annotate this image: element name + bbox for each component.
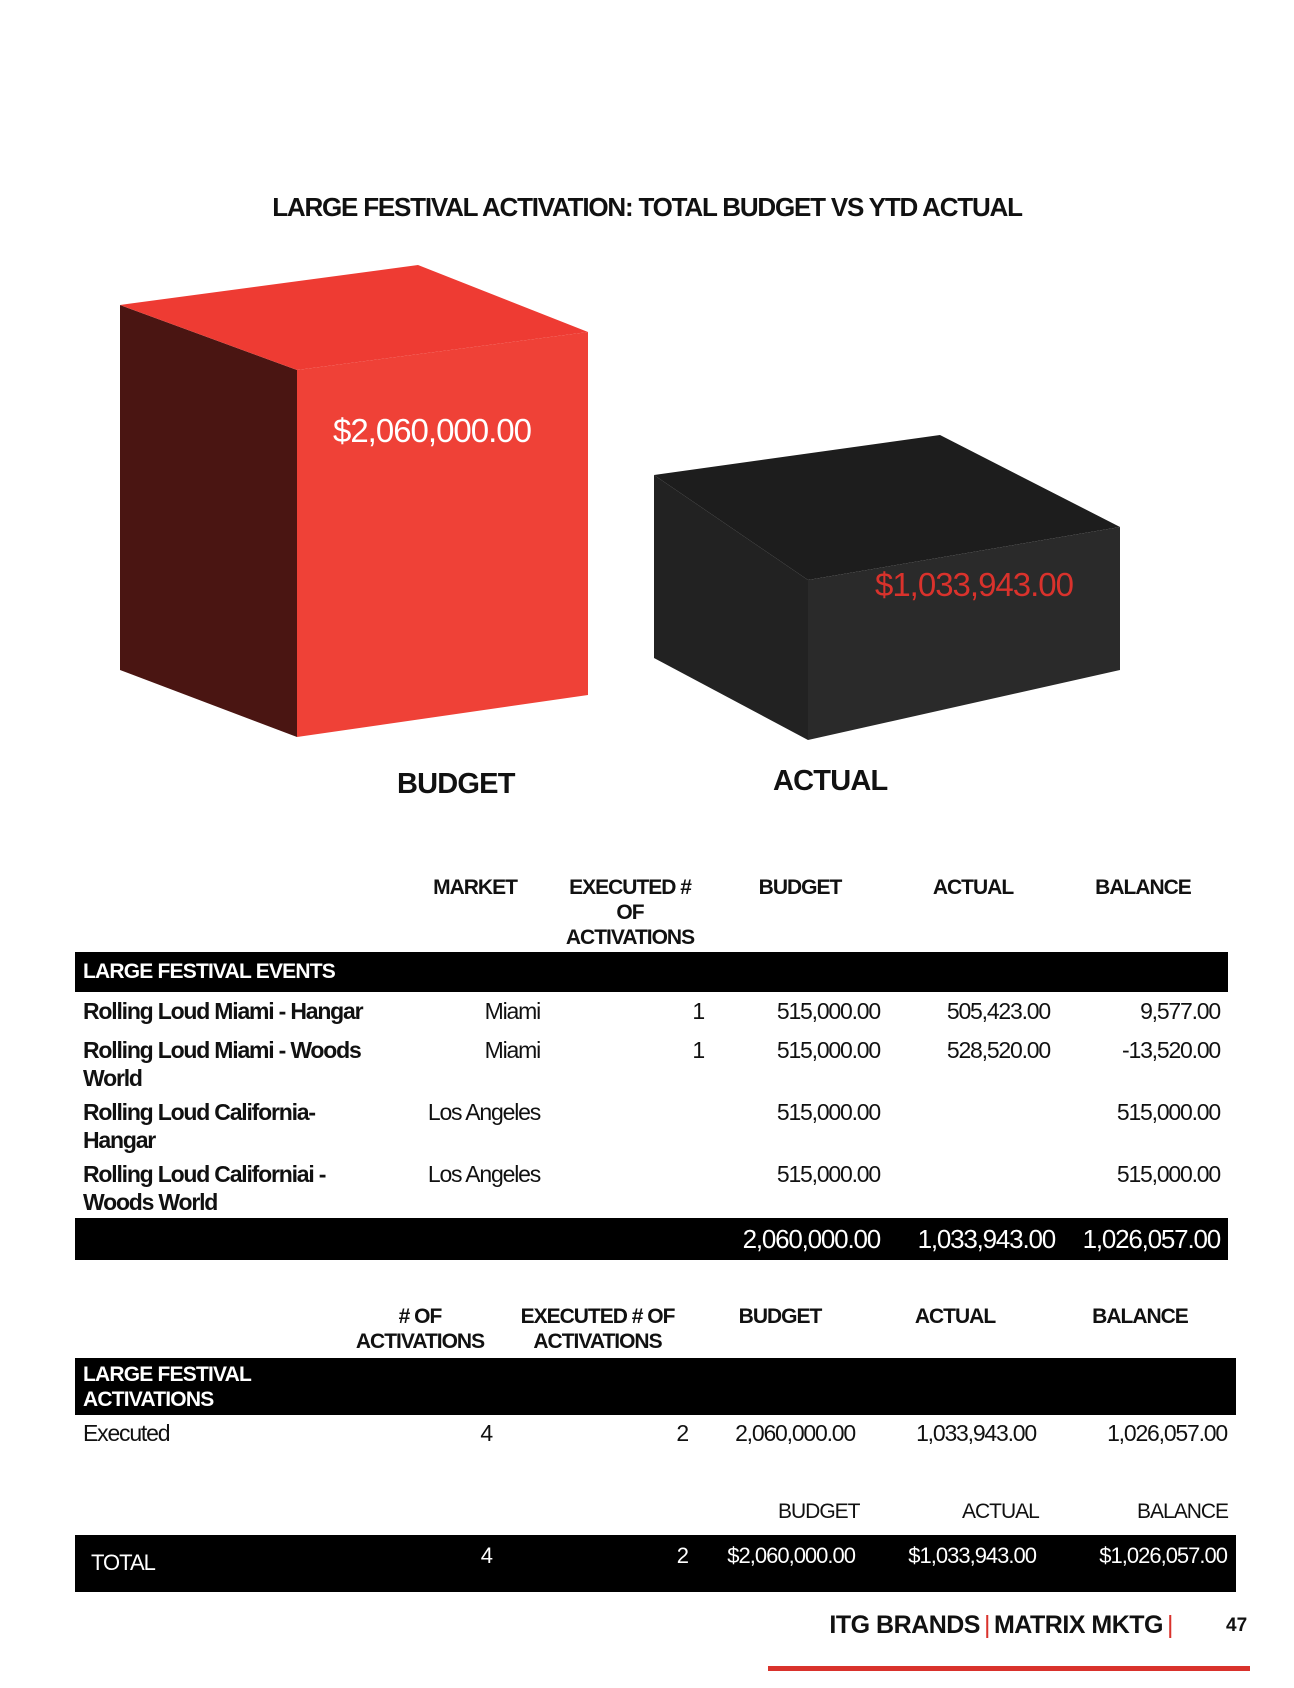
events-section-bar — [75, 952, 1228, 992]
event-market: Miami — [484, 998, 540, 1024]
budget-vs-actual-chart — [100, 250, 1140, 750]
budget-axis-label: BUDGET — [397, 768, 515, 800]
activations-section-bar — [75, 1358, 1236, 1415]
event-market: Miami — [484, 1037, 540, 1063]
event-budget: 515,000.00 — [776, 1099, 880, 1125]
event-actual: 505,423.00 — [946, 998, 1050, 1024]
executed-row-label: Executed — [83, 1420, 170, 1446]
header-actual: ACTUAL — [932, 876, 1014, 899]
event-balance: 515,000.00 — [1116, 1161, 1220, 1187]
executed-row-executed: 2 — [676, 1420, 688, 1446]
events-totals-bar — [75, 1218, 1228, 1260]
executed-row-actual: 1,033,943.00 — [916, 1420, 1036, 1446]
events-section-title: LARGE FESTIVAL EVENTS — [83, 960, 335, 983]
event-balance: 9,577.00 — [1140, 998, 1220, 1024]
footer-brand-right: MATRIX MKTG — [993, 1611, 1163, 1639]
subheader-balance: BALANCE — [1137, 1500, 1229, 1523]
chart-title: LARGE FESTIVAL ACTIVATION: TOTAL BUDGET VS YTD ACTUAL — [272, 192, 1022, 222]
event-balance: 515,000.00 — [1116, 1099, 1220, 1125]
grand-total-num: 4 — [480, 1543, 492, 1568]
footer-separator-2: | — [1167, 1611, 1173, 1639]
grand-total-executed: 2 — [676, 1543, 688, 1568]
event-budget: 515,000.00 — [776, 998, 880, 1024]
total-actual: 1,033,943.00 — [917, 1224, 1055, 1254]
page-number: 47 — [1226, 1615, 1248, 1636]
event-budget: 515,000.00 — [776, 1161, 880, 1187]
executed-row-balance: 1,026,057.00 — [1107, 1420, 1227, 1446]
footer-brand-left: ITG BRANDS — [829, 1611, 980, 1639]
subheader-actual: ACTUAL — [962, 1500, 1039, 1523]
footer-rule — [768, 1666, 1250, 1671]
header-executed: EXECUTED # OF ACTIVATIONS — [565, 876, 695, 949]
budget-value-label: $2,060,000.00 — [332, 412, 532, 449]
actual-bar — [654, 435, 1120, 740]
actual-value-label: $1,033,943.00 — [874, 566, 1074, 603]
grand-total-label: TOTAL — [91, 1550, 155, 1575]
header-balance: BALANCE — [1092, 1305, 1188, 1328]
executed-row-budget: 2,060,000.00 — [735, 1420, 855, 1446]
subheader-budget: BUDGET — [778, 1500, 860, 1523]
header-market: MARKET — [433, 876, 517, 899]
event-name: Rolling Loud California-Hangar — [83, 1099, 315, 1153]
event-name: Rolling Loud Miami - Hangar — [83, 998, 363, 1024]
budget-bar — [120, 265, 588, 737]
header-actual: ACTUAL — [914, 1305, 996, 1328]
total-balance: 1,026,057.00 — [1082, 1224, 1220, 1254]
header-balance: BALANCE — [1095, 876, 1191, 899]
activations-section-title: LARGE FESTIVAL ACTIVATIONS — [83, 1363, 252, 1411]
header-executed-activations: EXECUTED # OF ACTIVATIONS — [520, 1305, 675, 1353]
total-budget: 2,060,000.00 — [742, 1224, 880, 1254]
event-name: Rolling Loud Miami - Woods World — [83, 1037, 361, 1091]
grand-total-bar — [75, 1535, 1236, 1592]
event-executed: 1 — [692, 1037, 704, 1063]
grand-total-balance: $1,026,057.00 — [1099, 1543, 1227, 1568]
event-executed: 1 — [692, 998, 704, 1024]
event-market: Los Angeles — [427, 1099, 540, 1125]
actual-axis-label: ACTUAL — [773, 765, 888, 797]
executed-row-num: 4 — [480, 1420, 492, 1446]
event-balance: -13,520.00 — [1122, 1037, 1220, 1063]
event-name: Rolling Loud Californiai - Woods World — [83, 1161, 326, 1215]
grand-total-budget: $2,060,000.00 — [727, 1543, 855, 1568]
grand-total-actual: $1,033,943.00 — [908, 1543, 1036, 1568]
event-budget: 515,000.00 — [776, 1037, 880, 1063]
event-actual: 528,520.00 — [946, 1037, 1050, 1063]
header-budget: BUDGET — [738, 1305, 822, 1328]
footer-separator: | — [983, 1611, 990, 1639]
header-num-activations: # OF ACTIVATIONS — [355, 1305, 485, 1353]
header-budget: BUDGET — [758, 876, 842, 899]
footer-brand — [829, 1611, 1177, 1640]
event-market: Los Angeles — [427, 1161, 540, 1187]
